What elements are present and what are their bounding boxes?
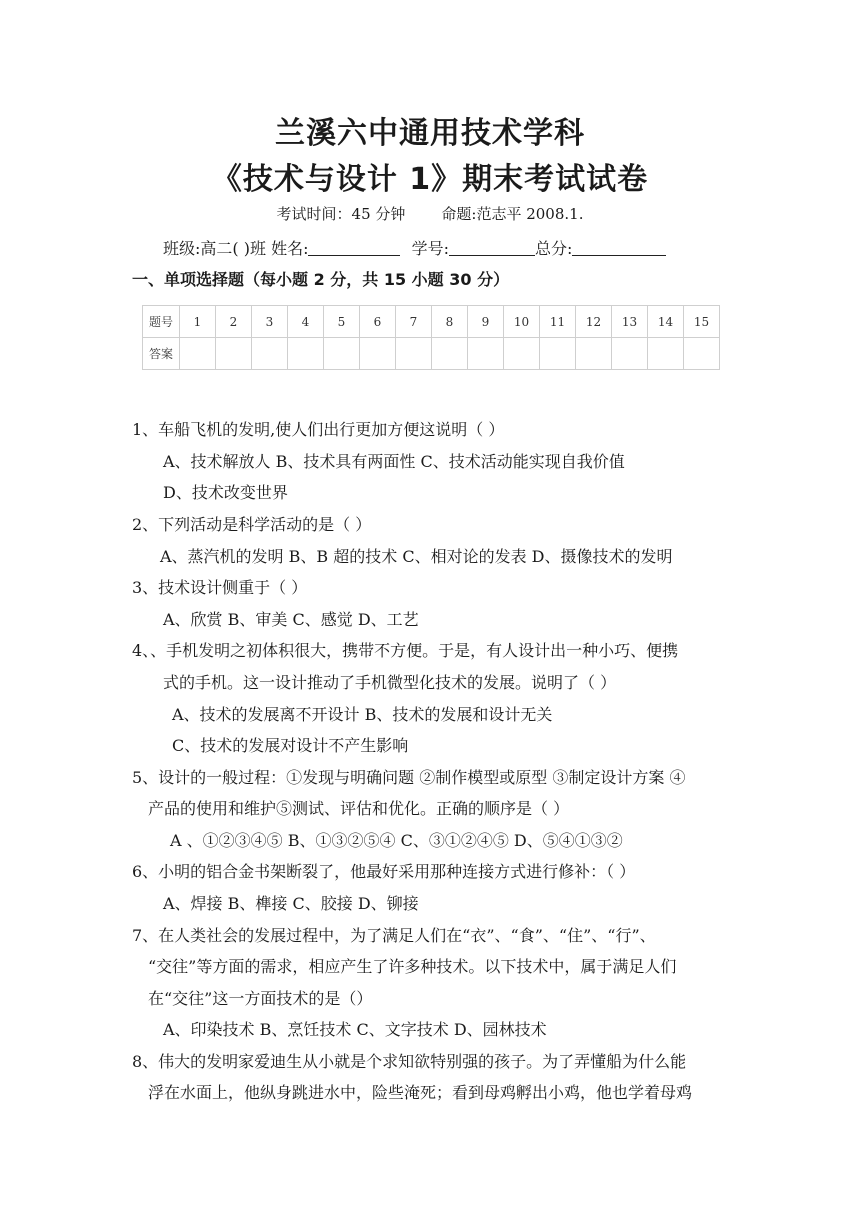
exam-author: 命题:范志平 2008.1. <box>441 205 584 223</box>
number-cell: 14 <box>648 306 684 338</box>
question-4-option-c: C、技术的发展对设计不产生影响 <box>172 736 409 755</box>
question-2-options: A、蒸汽机的发明 B、B 超的技术 C、相对论的发表 D、摄像技术的发明 <box>160 547 673 566</box>
number-cell: 2 <box>216 306 252 338</box>
number-cell: 6 <box>360 306 396 338</box>
answer-cell[interactable] <box>648 338 684 370</box>
answer-table-answer-row <box>143 338 720 370</box>
answer-table <box>142 305 720 370</box>
answer-cell[interactable] <box>396 338 432 370</box>
number-cell: 13 <box>612 306 648 338</box>
answer-table-number-row <box>143 306 720 338</box>
answer-header-cell: 答案 <box>143 338 180 370</box>
number-cell: 7 <box>396 306 432 338</box>
score-blank[interactable] <box>572 239 666 256</box>
answer-cell[interactable] <box>468 338 504 370</box>
question-4: 4、、手机发明之初体积很大，携带不方便。于是，有人设计出一种小巧、便携 <box>132 641 679 660</box>
question-8: 8、伟大的发明家爱迪生从小就是个求知欲特别强的孩子。为了弄懂船为什么能 <box>132 1052 687 1071</box>
answer-cell[interactable] <box>180 338 216 370</box>
number-cell: 3 <box>252 306 288 338</box>
number-cell: 15 <box>684 306 720 338</box>
question-6-options: A、焊接 B、榫接 C、胶接 D、铆接 <box>163 894 419 913</box>
exam-title: 《技术与设计 1》期末考试试卷 <box>211 162 649 197</box>
answer-cell[interactable] <box>252 338 288 370</box>
school-title: 兰溪六中通用技术学科 <box>275 116 585 151</box>
number-cell: 1 <box>180 306 216 338</box>
question-5-cont: 产品的使用和维护⑤测试、评估和优化。正确的顺序是（ ） <box>148 799 570 818</box>
id-label: 学号: <box>411 239 449 258</box>
answer-cell[interactable] <box>504 338 540 370</box>
question-7-cont2: 在“交往”这一方面技术的是（） <box>148 989 373 1008</box>
question-8-cont: 浮在水面上，他纵身跳进水中，险些淹死；看到母鸡孵出小鸡，他也学着母鸡 <box>148 1083 693 1102</box>
exam-meta <box>0 203 860 224</box>
question-6: 6、小明的铝合金书架断裂了，他最好采用那种连接方式进行修补：（ ） <box>132 862 636 881</box>
number-cell: 10 <box>504 306 540 338</box>
answer-cell[interactable] <box>324 338 360 370</box>
score-label: 总分: <box>534 239 573 258</box>
question-2: 2、下列活动是科学活动的是（ ） <box>132 515 372 534</box>
id-blank[interactable] <box>449 239 535 256</box>
class-label: 班级:高二( )班 <box>163 239 266 258</box>
answer-cell[interactable] <box>432 338 468 370</box>
section-heading: 一、单项选择题（每小题 2 分，共 15 小题 30 分） <box>132 270 510 289</box>
question-3-options: A、欣赏 B、审美 C、感觉 D、工艺 <box>163 610 419 629</box>
number-cell: 11 <box>540 306 576 338</box>
answer-cell[interactable] <box>540 338 576 370</box>
question-4-cont: 式的手机。这一设计推动了手机微型化技术的发展。说明了（ ） <box>163 673 617 692</box>
question-1-options: A、技术解放人 B、技术具有两面性 C、技术活动能实现自我价值 <box>163 452 625 471</box>
student-info-line <box>163 236 666 259</box>
answer-cell[interactable] <box>216 338 252 370</box>
answer-cell[interactable] <box>360 338 396 370</box>
question-5: 5、设计的一般过程：①发现与明确问题 ②制作模型或原型 ③制定设计方案 ④ <box>132 768 686 787</box>
number-cell: 12 <box>576 306 612 338</box>
question-7: 7、在人类社会的发展过程中，为了满足人们在“衣”、“食”、“住”、“行”、 <box>132 926 656 945</box>
number-header-cell: 题号 <box>143 306 180 338</box>
answer-cell[interactable] <box>288 338 324 370</box>
question-5-options: A 、①②③④⑤ B、①③②⑤④ C、③①②④⑤ D、⑤④①③② <box>170 831 623 850</box>
number-cell: 8 <box>432 306 468 338</box>
number-cell: 9 <box>468 306 504 338</box>
question-3: 3、技术设计侧重于（ ） <box>132 578 308 597</box>
name-label: 姓名: <box>271 239 309 258</box>
question-1: 1、车船飞机的发明,使人们出行更加方便这说明（ ） <box>132 420 505 439</box>
number-cell: 5 <box>324 306 360 338</box>
answer-cell[interactable] <box>612 338 648 370</box>
answer-cell[interactable] <box>684 338 720 370</box>
question-7-cont: “交往”等方面的需求，相应产生了许多种技术。以下技术中，属于满足人们 <box>148 957 677 976</box>
question-1-option-d: D、技术改变世界 <box>163 483 288 502</box>
question-7-options: A、印染技术 B、烹饪技术 C、文字技术 D、园林技术 <box>163 1020 547 1039</box>
exam-time: 考试时间：45 分钟 <box>276 205 406 223</box>
name-blank[interactable] <box>308 239 400 256</box>
answer-cell[interactable] <box>576 338 612 370</box>
question-4-options: A、技术的发展离不开设计 B、技术的发展和设计无关 <box>172 705 553 724</box>
number-cell: 4 <box>288 306 324 338</box>
